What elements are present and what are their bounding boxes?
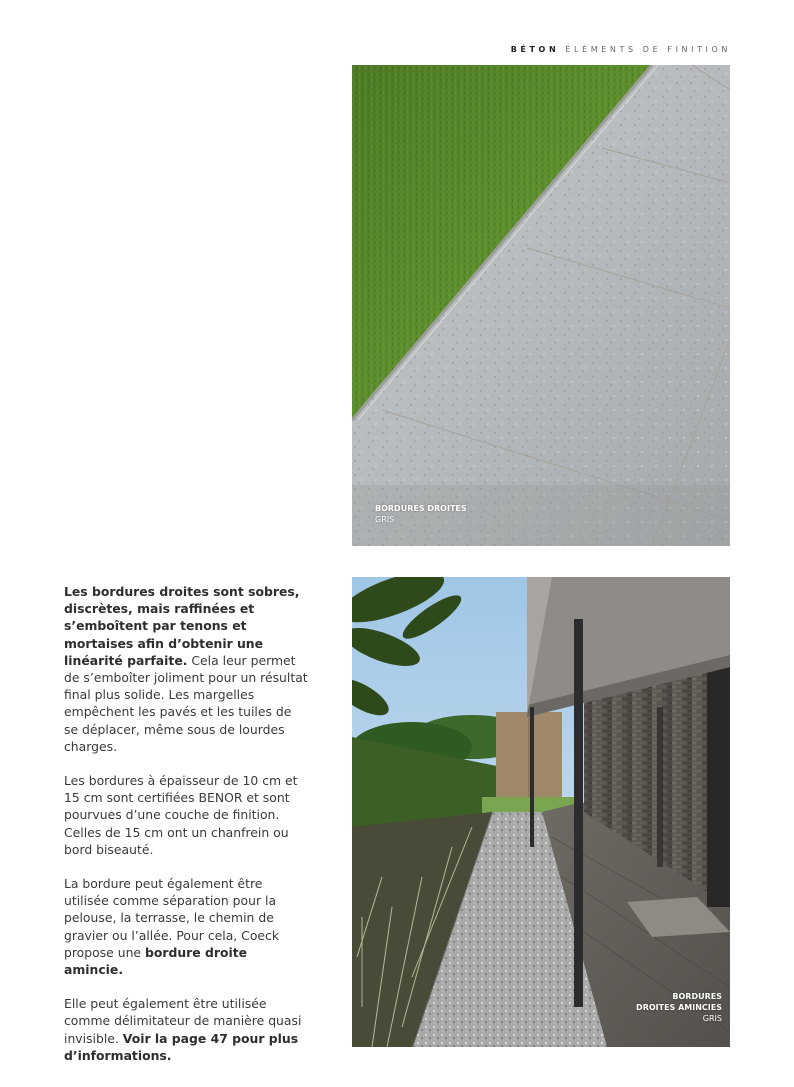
caption-color: GRIS	[702, 1014, 722, 1023]
certification-text: Les bordures à épaisseur de 10 cm et 15 cm sont certifiées BENOR et sont pourvues d’une couche de finition. Celles de 15 cm ont un chanfrein ou bord biseauté.	[64, 773, 298, 857]
caption-title-line2: DROITES AMINCIES	[636, 1003, 722, 1012]
photo-house-gravel-path	[352, 577, 730, 1047]
paragraph-intro	[64, 583, 309, 755]
paragraph-certification	[64, 772, 309, 858]
intro-bold: Les bordures droites sont sobres, discrètes, mais raffinées et s’emboîtent par tenons et mortaises afin d’obtenir une linéarité parfaite.	[64, 584, 300, 668]
photo-thin-straight-borders	[352, 577, 730, 1047]
photo-straight-borders	[352, 65, 730, 546]
separation-text: La bordure peut également être utilisée comme séparation pour la pelouse, la terrasse, le chemin de gravier ou l’allée. Pour cela, Coeck propose une	[64, 876, 280, 960]
photo-caption-top	[375, 503, 467, 525]
photo-grass-and-slabs	[352, 65, 730, 546]
intro-text: Cela leur permet de s’emboîter joliment pour un résultat final plus solide. Les margelles empêchent les pavés et les tuiles de se déplacer, même sous de lourdes charges.	[64, 652, 308, 754]
header-section: BÉTON	[510, 45, 560, 54]
caption-color: GRIS	[375, 515, 395, 524]
caption-title-line1: BORDURES	[672, 992, 722, 1001]
header-subsection: ÉLÉMENTS DE FINITION	[565, 45, 731, 54]
page-reference-link: Voir la page 47 pour plus d’informations.	[64, 1030, 299, 1063]
photo-caption-bottom	[562, 991, 722, 1024]
paragraph-reference	[64, 995, 309, 1064]
reference-text: Elle peut également être utilisée comme délimitateur de manière quasi invisible.	[64, 996, 302, 1046]
body-text	[64, 583, 309, 1081]
paragraph-separation	[64, 875, 309, 978]
caption-title: BORDURES DROITES	[375, 504, 467, 513]
running-header	[511, 45, 731, 54]
separation-bold: bordure droite amincie.	[64, 944, 248, 978]
